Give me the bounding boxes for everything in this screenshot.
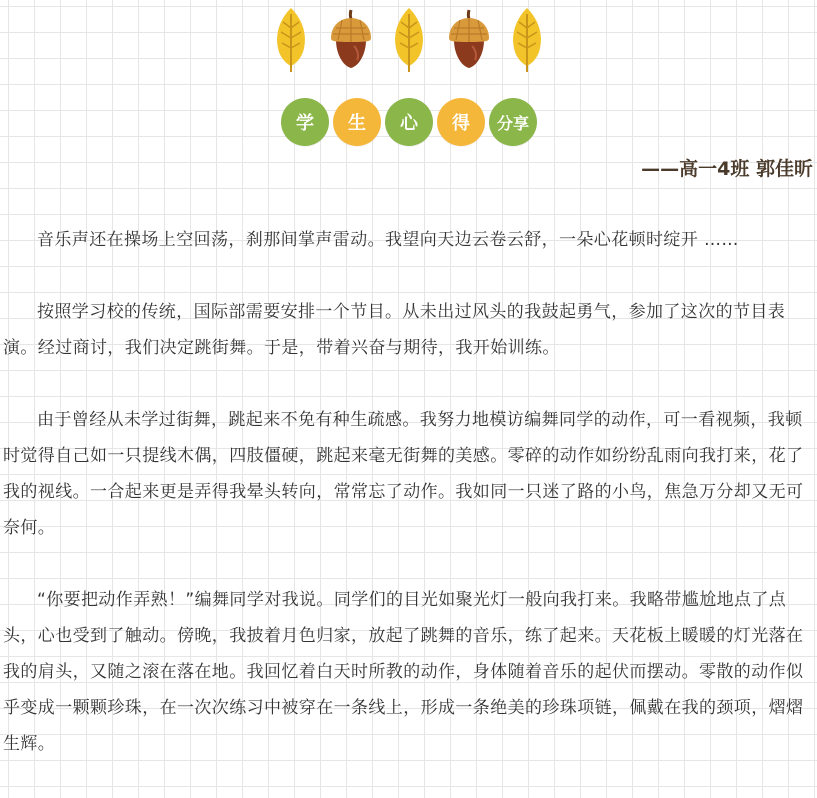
author-byline: ——高一4班 郭佳昕 bbox=[641, 158, 813, 180]
title-badge: 得 bbox=[437, 98, 485, 146]
acorn-icon bbox=[328, 6, 374, 72]
article-body bbox=[3, 222, 813, 798]
title-badge: 分享 bbox=[489, 98, 537, 146]
paragraph: 按照学习校的传统，国际部需要安排一个节目。从未出过风头的我鼓起勇气，参加了这次的节目表演。经过商讨，我们决定跳街舞。于是，带着兴奋与期待，我开始训练。 bbox=[3, 302, 786, 358]
title-badge: 学 bbox=[281, 98, 329, 146]
acorn-icon bbox=[446, 6, 492, 72]
paragraph: “你要把动作弄熟！”编舞同学对我说。同学们的目光如聚光灯一般向我打来。我略带尴尬地点了点头，心也受到了触动。傍晚，我披着月色归家，放起了跳舞的音乐，练了起来。天花板上暖暖的灯光落在我的肩头，又随之滚在落在地。我回忆着白天时所教的动作，身体随着音乐的起伏而摆动。零散的动作似乎变成一颗颗珍珠，在一次次练习中被穿在一条线上，形成一条绝美的珍珠项链，佩戴在我的颈项，熠熠生辉。 bbox=[3, 590, 804, 754]
leaf-icon bbox=[506, 6, 548, 74]
leaf-icon bbox=[388, 6, 430, 74]
leaf-icon bbox=[270, 6, 312, 74]
paragraph: 音乐声还在操场上空回荡，刹那间掌声雷动。我望向天边云卷云舒，一朵心花顿时绽开 …… bbox=[37, 230, 739, 250]
title-badge: 生 bbox=[333, 98, 381, 146]
title-badge: 心 bbox=[385, 98, 433, 146]
paragraph: 由于曾经从未学过街舞，跳起来不免有种生疏感。我努力地模访编舞同学的动作，可一看视频，我顿时觉得自己如一只提线木偶，四肢僵硬，跳起来毫无街舞的美感。零碎的动作如纷纷乱雨向我打来，花了我的视线。一合起来更是弄得我晕头转向，常常忘了动作。我如同一只迷了路的小鸟，焦急万分却又无可奈何。 bbox=[3, 410, 804, 538]
